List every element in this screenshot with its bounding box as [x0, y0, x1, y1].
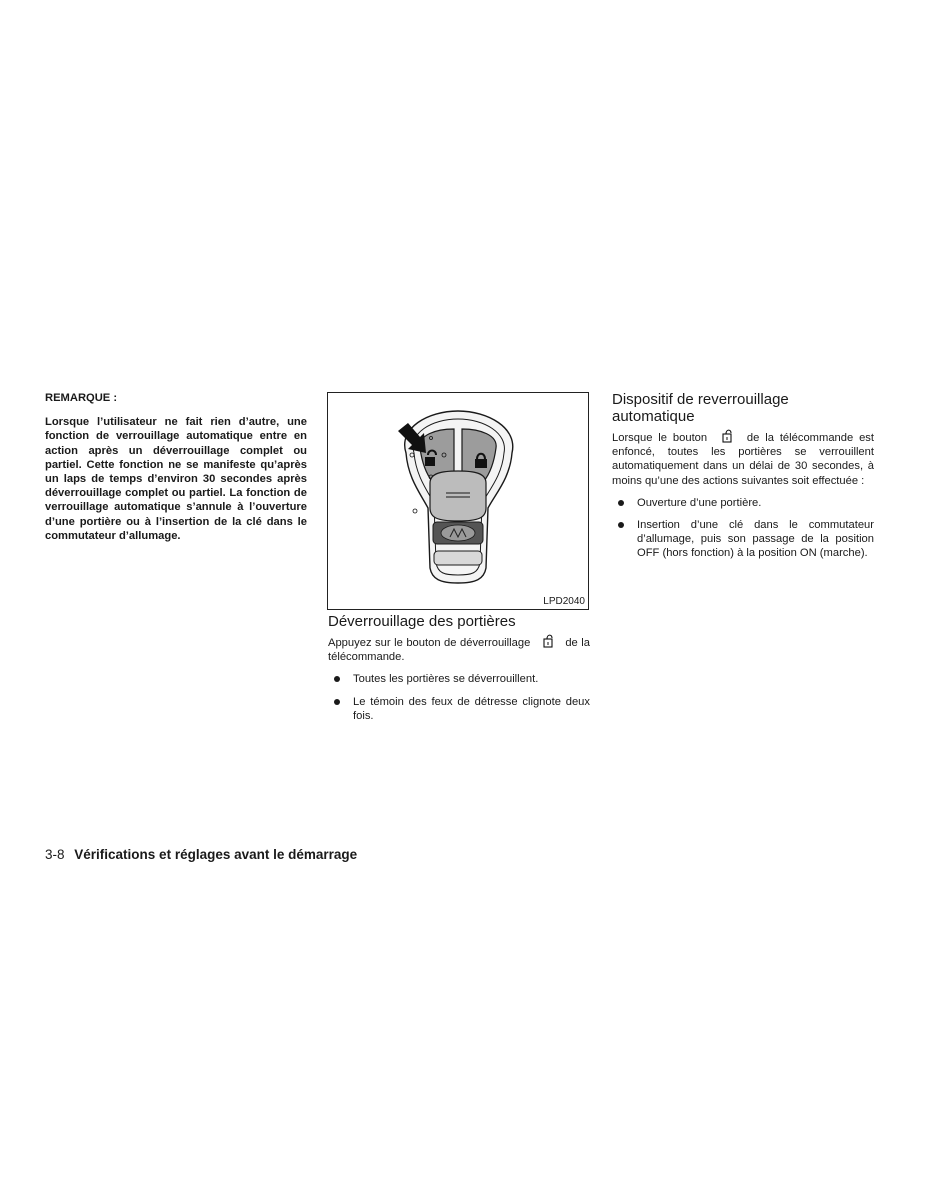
unlock-intro-after: de la télécommande. — [328, 637, 590, 664]
unlock-bullets — [328, 672, 590, 723]
note-body: Lorsque l’utilisateur ne fait rien d’autre, une fonction de verrouillage automatique entre en action après un déverrouillage complet ou partiel. Cette fonction ne se manifeste qu’après un laps de temps d’environ 30 secondes après déverrouillage complet ou partiel. La fonction de verrouillage automatique s’annule à l’ouverture d’une portière ou à l’insertion de la clé dans le commutateur d’allumage. — [45, 416, 307, 542]
note-title: REMARQUE : — [45, 392, 118, 404]
bottom-slot — [434, 551, 482, 565]
unlock-intro-before: Appuyez sur le bouton de déverrouillage — [328, 637, 531, 649]
figure-id: LPD2040 — [543, 596, 585, 607]
unlock-icon — [540, 634, 556, 648]
list-item: Toutes les portières se déverrouillent. — [328, 672, 590, 686]
list-item: Insertion d’une clé dans le commutateur d’allumage, puis son passage de la position OFF (hors fonction) à la position ON (marche). — [612, 518, 874, 561]
trunk-button-shape — [430, 471, 486, 521]
relock-intro-before: Lorsque le bouton — [612, 432, 708, 444]
relock-section — [612, 391, 874, 569]
unlock-icon — [719, 429, 735, 443]
key-fob-illustration — [328, 393, 590, 611]
list-item: Le témoin des feux de détresse clignote deux fois. — [328, 695, 590, 723]
unlock-intro — [328, 634, 590, 664]
key-fob-figure — [327, 392, 589, 610]
relock-heading: Dispositif de reverrouillage automatique — [612, 391, 789, 425]
unlock-heading: Déverrouillage des portières — [328, 613, 516, 630]
page-footer — [45, 847, 357, 862]
relock-intro — [612, 429, 874, 488]
list-item: Ouverture d’une portière. — [612, 496, 874, 510]
note-block — [45, 391, 307, 543]
led-dot — [413, 509, 417, 513]
unlock-section — [328, 613, 590, 731]
chapter-title: Vérifications et réglages avant le démarrage — [74, 847, 358, 862]
relock-bullets — [612, 496, 874, 561]
page-number: 3-8 — [45, 847, 65, 862]
relock-intro-after: de la télécommande est enfoncé, toutes les portières se verrouillent automatiquement dans un délai de 30 secondes, à moins qu’une des actions suivantes soit effectuée : — [612, 432, 875, 487]
